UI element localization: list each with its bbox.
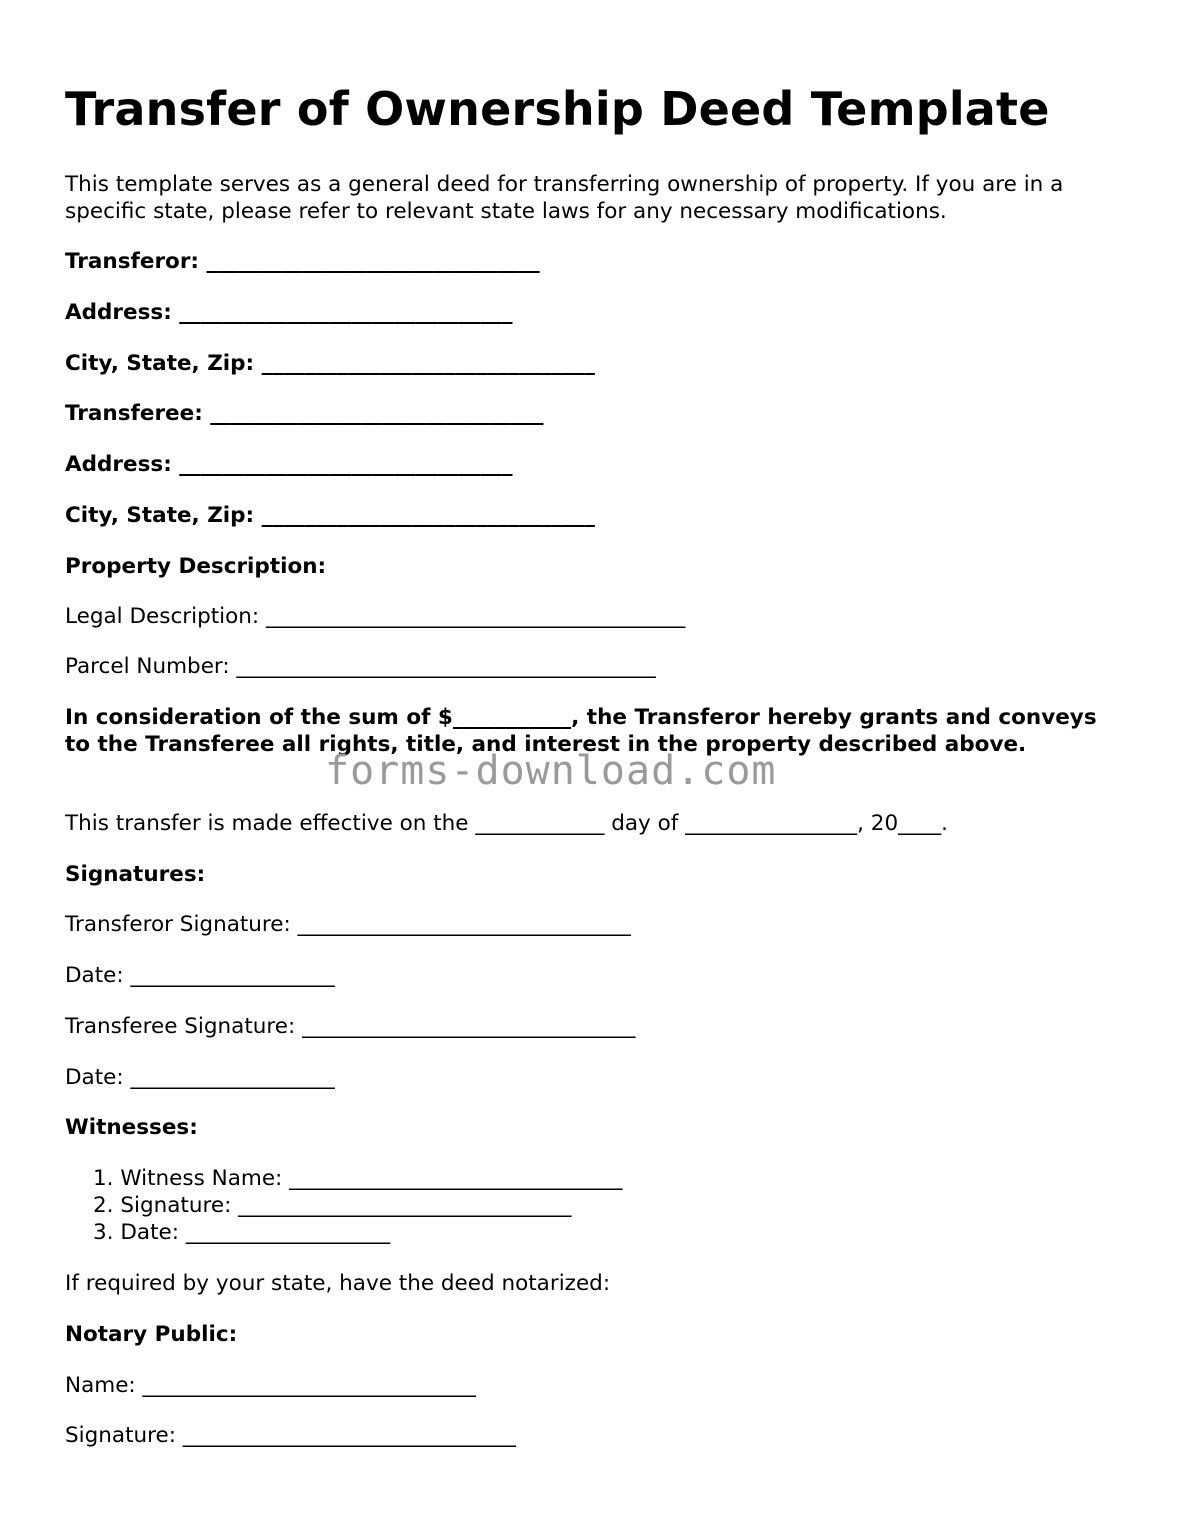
witness-name-field: 1. Witness Name: _______________________________	[93, 1166, 623, 1191]
transferee-date-field: Date: ___________________	[65, 1065, 335, 1090]
signatures-heading: Signatures:	[65, 862, 206, 887]
transferee-city-field: City, State, Zip: _______________________________	[65, 503, 595, 528]
page-title: Transfer of Ownership Deed Template	[65, 82, 1050, 136]
transferee-address-field: Address: _______________________________	[65, 452, 513, 477]
witness-signature-field: 2. Signature: _______________________________	[93, 1193, 572, 1218]
notary-heading: Notary Public:	[65, 1322, 238, 1347]
notary-name-field: Name: _______________________________	[65, 1373, 476, 1398]
notarize-note: If required by your state, have the deed notarized:	[65, 1271, 611, 1296]
transferor-city-field: City, State, Zip: _______________________________	[65, 351, 595, 376]
witness-date-field: 3. Date: ___________________	[93, 1220, 391, 1245]
consideration-paragraph: In consideration of the sum of $___________, the Transferor hereby grants and conveys to the Transferee all rights, title, and interest in the property described above.	[65, 705, 1097, 757]
intro-paragraph: This template serves as a general deed for transferring ownership of property. If you are in a specific state, please refer to relevant state laws for any necessary modifications.	[65, 172, 1064, 224]
transferor-field: Transferor: _______________________________	[65, 249, 540, 274]
effective-date-line: This transfer is made effective on the ____________ day of ________________, 20____.	[65, 811, 948, 836]
watermark: forms-download.com	[325, 748, 777, 794]
transferor-signature-field: Transferor Signature: _______________________________	[65, 912, 631, 937]
transferor-date-field: Date: ___________________	[65, 963, 335, 988]
parcel-number-field: Parcel Number: _______________________________________	[65, 654, 656, 679]
transferee-signature-field: Transferee Signature: _______________________________	[65, 1014, 636, 1039]
witness-list	[93, 1165, 622, 1246]
legal-description-field: Legal Description: _______________________________________	[65, 604, 686, 629]
transferor-address-field: Address: _______________________________	[65, 300, 513, 325]
property-heading: Property Description:	[65, 554, 327, 579]
transferee-field: Transferee: _______________________________	[65, 401, 544, 426]
witnesses-heading: Witnesses:	[65, 1115, 198, 1140]
notary-signature-field: Signature: _______________________________	[65, 1423, 517, 1448]
